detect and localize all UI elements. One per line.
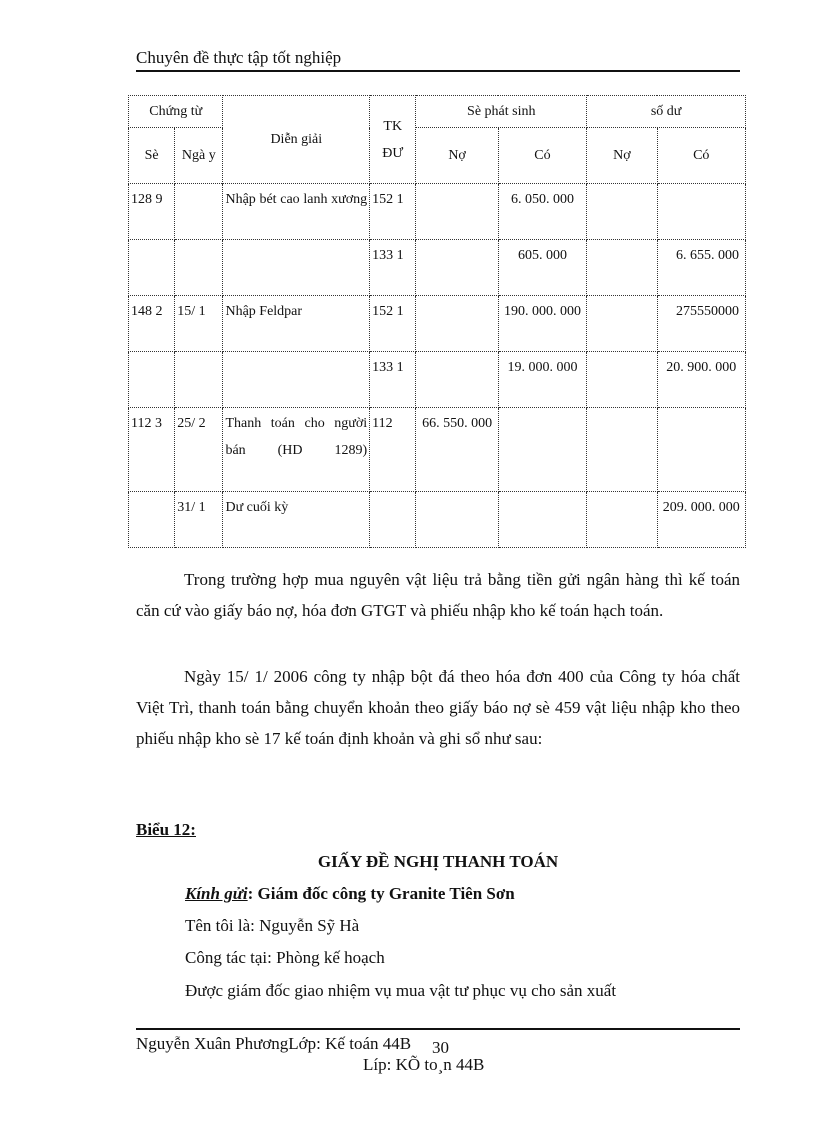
table-row (129, 240, 746, 296)
header-so: Sè (129, 128, 175, 184)
duoc-giao-line: Được giám đốc giao nhiệm vụ mua vật tư phục vụ cho sản xuất (185, 981, 617, 1000)
ten-line: Tên tôi là: Nguyễn Sỹ Hà (185, 916, 360, 935)
cell-du-no (587, 408, 657, 492)
table-row (129, 296, 746, 352)
cell-ps-no: 66. 550. 000 (416, 408, 498, 492)
cell-du-no (587, 296, 657, 352)
header-ps-no: Nợ (416, 128, 498, 184)
cell-du-co: 6. 655. 000 (657, 240, 745, 296)
header-ngay: Ngà y (175, 128, 223, 184)
cell-so (129, 240, 175, 296)
cell-so: 148 2 (129, 296, 175, 352)
cell-ngay (175, 240, 223, 296)
cell-du-co: 275550000 (657, 296, 745, 352)
cell-ngay: 31/ 1 (175, 492, 223, 548)
cell-ps-no (416, 184, 498, 240)
cell-du-co (657, 184, 745, 240)
kinh-gui-value: : Giám đốc công ty Granite Tiên Sơn (247, 884, 515, 903)
cell-dien-giai: Nhập Feldpar (223, 296, 370, 352)
cell-tk: 152 1 (370, 296, 416, 352)
table-row (129, 184, 746, 240)
cell-ps-no (416, 492, 498, 548)
cell-dien-giai: Dư cuối kỳ (223, 492, 370, 548)
cong-tac-line: Công tác tại: Phòng kế hoạch (185, 948, 385, 967)
cell-du-co (657, 408, 745, 492)
cell-ps-no (416, 296, 498, 352)
cell-du-no (587, 492, 657, 548)
cell-ngay: 15/ 1 (175, 296, 223, 352)
header-so-phat-sinh: Sè phát sinh (416, 96, 587, 128)
cell-ps-co (498, 492, 586, 548)
footer-class: Líp: KÕ to¸n 44B (363, 1055, 485, 1074)
cell-du-co: 20. 900. 000 (657, 352, 745, 408)
cell-ps-no (416, 240, 498, 296)
cell-ps-co (498, 408, 586, 492)
header-du-no: Nợ (587, 128, 657, 184)
header-so-du: số dư (587, 96, 746, 128)
cell-tk (370, 492, 416, 548)
page-number: 30 (432, 1038, 449, 1057)
kinh-gui-line (185, 884, 515, 904)
header-du-co: Có (657, 128, 745, 184)
footer-author: Nguyễn Xuân PhươngLớp: Kế toán 44B (136, 1034, 412, 1053)
cell-dien-giai (223, 352, 370, 408)
cell-dien-giai (223, 240, 370, 296)
kinh-gui-label: Kính gửi (185, 884, 248, 903)
header-chung-tu: Chứng từ (129, 96, 223, 128)
cell-dien-giai: Nhập bét cao lanh xương (223, 184, 370, 240)
cell-tk: 133 1 (370, 240, 416, 296)
bieu-label: Biểu 12: (136, 820, 196, 839)
paragraph-1: Trong trường hợp mua nguyên vật liệu trả bằng tiền gửi ngân hàng thì kế toán căn cứ vào giấy báo nợ, hóa đơn GTGT và phiếu nhập kho kế toán hạch toán. (136, 570, 740, 620)
table-row (129, 408, 746, 492)
cell-ps-co: 6. 050. 000 (498, 184, 586, 240)
cell-so: 112 3 (129, 408, 175, 492)
cell-ngay (175, 352, 223, 408)
ledger-table (128, 95, 746, 548)
page-header: Chuyên đề thực tập tốt nghiệp (136, 48, 740, 72)
footer-rule (136, 1028, 740, 1030)
header-tk-du: TK ĐƯ (370, 96, 416, 184)
cell-du-co: 209. 000. 000 (657, 492, 745, 548)
cell-tk: 152 1 (370, 184, 416, 240)
header-dien-giai: Diễn giải (223, 96, 370, 184)
cell-du-no (587, 184, 657, 240)
paragraph-2: Ngày 15/ 1/ 2006 công ty nhập bột đá theo hóa đơn 400 của Công ty hóa chất Việt Trì, thanh toán bằng chuyển khoản theo giấy báo nợ sè 459 vật liệu nhập kho theo phiếu nhập kho sè 17 kế toán định khoản và ghi sổ như sau: (136, 667, 740, 748)
cell-so (129, 352, 175, 408)
cell-so (129, 492, 175, 548)
cell-ps-co: 190. 000. 000 (498, 296, 586, 352)
cell-ngay (175, 184, 223, 240)
header-ps-co: Có (498, 128, 586, 184)
cell-ps-no (416, 352, 498, 408)
cell-so: 128 9 (129, 184, 175, 240)
cell-dien-giai: Thanh toán cho người bán (HD 1289) (223, 408, 370, 492)
cell-tk: 112 (370, 408, 416, 492)
table-row (129, 492, 746, 548)
cell-ps-co: 605. 000 (498, 240, 586, 296)
cell-tk: 133 1 (370, 352, 416, 408)
cell-ps-co: 19. 000. 000 (498, 352, 586, 408)
form-title: GIẤY ĐỀ NGHỊ THANH TOÁN (317, 852, 559, 871)
table-row (129, 352, 746, 408)
cell-du-no (587, 352, 657, 408)
cell-du-no (587, 240, 657, 296)
cell-ngay: 25/ 2 (175, 408, 223, 492)
